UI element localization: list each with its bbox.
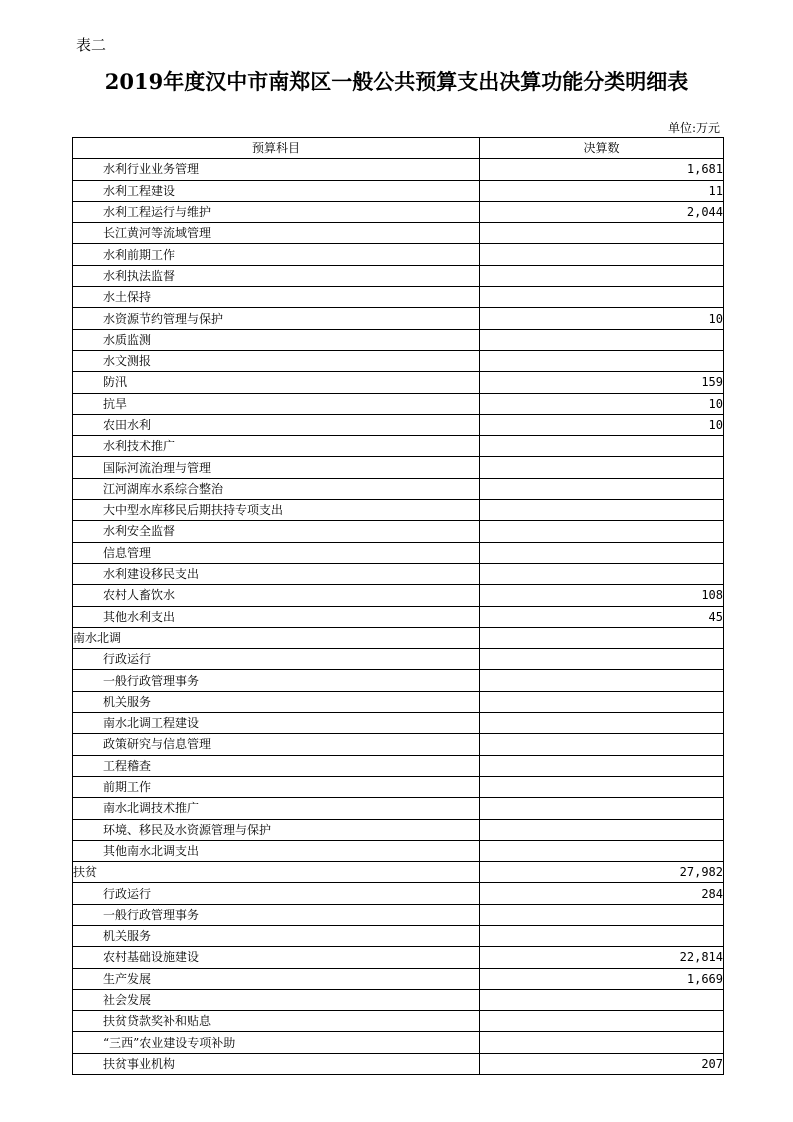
row-subject: 一般行政管理事务 (73, 670, 480, 691)
row-amount (480, 457, 724, 478)
row-subject: “三西”农业建设专项补助 (73, 1032, 480, 1053)
row-amount (480, 542, 724, 563)
row-amount (480, 265, 724, 286)
table-row (73, 862, 724, 883)
row-amount (480, 904, 724, 925)
table-row (73, 159, 724, 180)
table-header-row (73, 138, 724, 159)
row-subject: 一般行政管理事务 (73, 904, 480, 925)
row-subject: 水质监测 (73, 329, 480, 350)
row-subject: 其他水利支出 (73, 606, 480, 627)
table-row (73, 521, 724, 542)
row-amount: 207 (480, 1053, 724, 1074)
row-subject: 水利安全监督 (73, 521, 480, 542)
table-row (73, 989, 724, 1010)
table-row (73, 691, 724, 712)
row-subject: 南水北调 (73, 627, 480, 648)
row-subject: 社会发展 (73, 989, 480, 1010)
row-subject: 政策研究与信息管理 (73, 734, 480, 755)
row-subject: 农村人畜饮水 (73, 585, 480, 606)
row-subject: 南水北调工程建设 (73, 713, 480, 734)
table-row (73, 350, 724, 371)
table-row (73, 180, 724, 201)
row-amount (480, 649, 724, 670)
table-row (73, 265, 724, 286)
table-row (73, 457, 724, 478)
table-row (73, 670, 724, 691)
table-row (73, 563, 724, 584)
row-subject: 行政运行 (73, 649, 480, 670)
row-amount: 108 (480, 585, 724, 606)
table-row (73, 1032, 724, 1053)
row-subject: 水利建设移民支出 (73, 563, 480, 584)
row-subject: 水资源节约管理与保护 (73, 308, 480, 329)
table-row (73, 372, 724, 393)
table-row (73, 649, 724, 670)
row-amount (480, 287, 724, 308)
row-amount (480, 478, 724, 499)
table-row (73, 883, 724, 904)
row-amount (480, 1011, 724, 1032)
row-subject: 扶贫贷款奖补和贴息 (73, 1011, 480, 1032)
row-amount (480, 521, 724, 542)
row-amount (480, 244, 724, 265)
row-amount (480, 436, 724, 457)
row-amount (480, 500, 724, 521)
row-subject: 农田水利 (73, 414, 480, 435)
row-amount (480, 925, 724, 946)
table-row (73, 201, 724, 222)
table-row (73, 223, 724, 244)
row-subject: 水利工程建设 (73, 180, 480, 201)
row-amount (480, 627, 724, 648)
row-subject: 前期工作 (73, 776, 480, 797)
table-row (73, 947, 724, 968)
row-subject: 水利工程运行与维护 (73, 201, 480, 222)
row-subject: 水利技术推广 (73, 436, 480, 457)
row-amount (480, 755, 724, 776)
row-subject: 水利前期工作 (73, 244, 480, 265)
row-subject: 水利行业业务管理 (73, 159, 480, 180)
row-amount (480, 713, 724, 734)
table-row (73, 606, 724, 627)
row-amount: 1,681 (480, 159, 724, 180)
row-subject: 信息管理 (73, 542, 480, 563)
row-subject: 防汛 (73, 372, 480, 393)
row-subject: 水利执法监督 (73, 265, 480, 286)
row-subject: 机关服务 (73, 691, 480, 712)
row-amount: 284 (480, 883, 724, 904)
row-subject: 江河湖库水系综合整治 (73, 478, 480, 499)
row-amount: 159 (480, 372, 724, 393)
page-title: 2019年度汉中市南郑区一般公共预算支出决算功能分类明细表 (104, 69, 689, 94)
row-amount: 10 (480, 393, 724, 414)
row-subject: 机关服务 (73, 925, 480, 946)
table-row (73, 329, 724, 350)
row-amount: 27,982 (480, 862, 724, 883)
row-amount: 10 (480, 414, 724, 435)
unit-label: 单位:万元 (667, 121, 720, 135)
row-amount (480, 223, 724, 244)
row-subject: 水文测报 (73, 350, 480, 371)
row-subject: 南水北调技术推广 (73, 798, 480, 819)
row-subject: 生产发展 (73, 968, 480, 989)
row-subject: 行政运行 (73, 883, 480, 904)
table-row (73, 968, 724, 989)
row-subject: 扶贫 (73, 862, 480, 883)
table-row (73, 776, 724, 797)
row-amount (480, 691, 724, 712)
table-row (73, 478, 724, 499)
row-subject: 水土保持 (73, 287, 480, 308)
table-row (73, 585, 724, 606)
row-subject: 农村基础设施建设 (73, 947, 480, 968)
row-amount (480, 1032, 724, 1053)
row-subject: 长江黄河等流域管理 (73, 223, 480, 244)
table-row (73, 436, 724, 457)
row-amount: 22,814 (480, 947, 724, 968)
table-row (73, 798, 724, 819)
row-subject: 其他南水北调支出 (73, 840, 480, 861)
row-amount (480, 989, 724, 1010)
table-row (73, 840, 724, 861)
column-header-amount: 决算数 (480, 138, 724, 159)
table-row (73, 500, 724, 521)
row-amount (480, 670, 724, 691)
budget-table (72, 137, 724, 1075)
table-row (73, 755, 724, 776)
table-row (73, 244, 724, 265)
row-subject: 环境、移民及水资源管理与保护 (73, 819, 480, 840)
row-amount (480, 350, 724, 371)
row-amount (480, 734, 724, 755)
row-amount (480, 329, 724, 350)
row-amount: 11 (480, 180, 724, 201)
row-subject: 工程稽查 (73, 755, 480, 776)
row-amount (480, 798, 724, 819)
table-row (73, 287, 724, 308)
table-number: 表二 (76, 36, 107, 54)
row-amount: 2,044 (480, 201, 724, 222)
row-amount: 1,669 (480, 968, 724, 989)
table-row (73, 542, 724, 563)
row-amount (480, 840, 724, 861)
row-subject: 国际河流治理与管理 (73, 457, 480, 478)
table-row (73, 904, 724, 925)
table-row (73, 414, 724, 435)
row-subject: 大中型水库移民后期扶持专项支出 (73, 500, 480, 521)
row-subject: 扶贫事业机构 (73, 1053, 480, 1074)
row-amount (480, 819, 724, 840)
row-amount (480, 563, 724, 584)
row-amount: 10 (480, 308, 724, 329)
row-subject: 抗旱 (73, 393, 480, 414)
row-amount (480, 776, 724, 797)
column-header-subject: 预算科目 (73, 138, 480, 159)
table-row (73, 393, 724, 414)
table-row (73, 713, 724, 734)
row-amount: 45 (480, 606, 724, 627)
table-row (73, 627, 724, 648)
table-row (73, 1011, 724, 1032)
table-row (73, 819, 724, 840)
table-row (73, 925, 724, 946)
table-row (73, 734, 724, 755)
table-row (73, 1053, 724, 1074)
table-row (73, 308, 724, 329)
